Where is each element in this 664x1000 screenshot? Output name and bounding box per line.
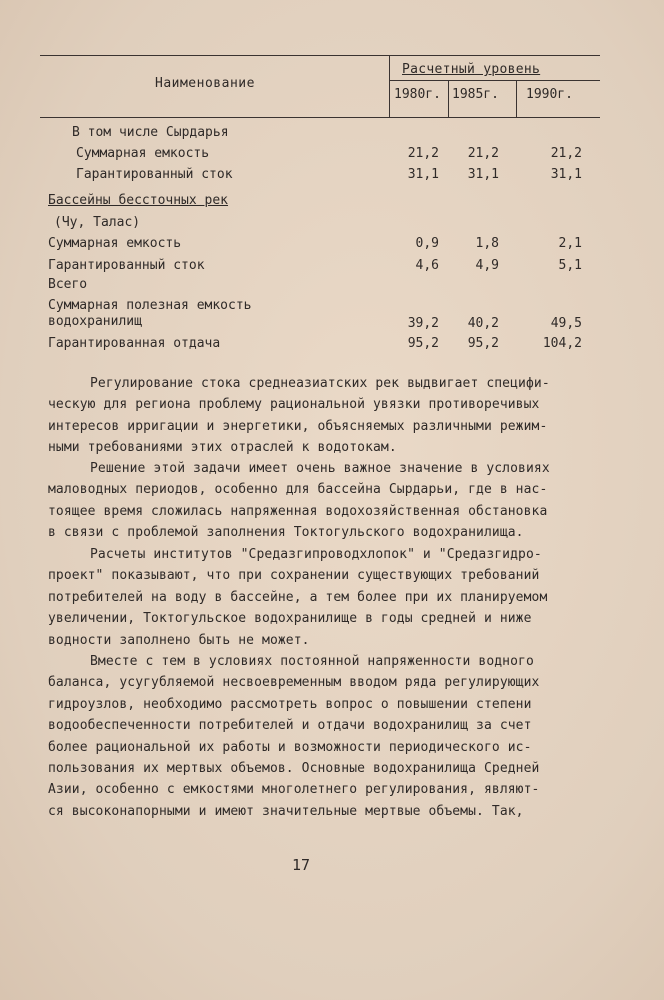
text-line: маловодных периодов, особенно для бассейна Сырдарьи, где в нас-	[48, 482, 548, 498]
text-line: пользования их мертвых объемов. Основные водохранилища Средней	[48, 761, 540, 777]
row-label: Суммарная емкость	[76, 146, 210, 161]
cell-value: 40,2	[467, 316, 499, 331]
cell-value: 95,2	[467, 336, 499, 351]
cell-value: 1,8	[475, 236, 499, 251]
page-number: 17	[292, 856, 311, 874]
row-label: Суммарная полезная емкость	[48, 298, 252, 313]
text-line: проект" показывают, что при сохранении существующих требований	[48, 568, 540, 584]
table-row	[40, 167, 600, 187]
table-row	[40, 146, 600, 166]
cell-value: 4,9	[475, 258, 499, 273]
cell-value: 31,1	[467, 167, 499, 182]
paragraph	[48, 651, 588, 822]
cell-value: 104,2	[542, 336, 582, 351]
column-header-level: Расчетный уровень	[402, 62, 541, 77]
paragraph	[48, 458, 588, 544]
text-line: Азии, особенно с емкостями многолетнего регулирования, являют-	[48, 782, 540, 798]
column-header-year: 1985г.	[452, 87, 499, 102]
row-label: Гарантированный сток	[76, 167, 233, 182]
text-line: ческую для региона проблему рациональной увязки противоречивых	[48, 397, 540, 413]
row-label: В том числе Сырдарья	[72, 125, 229, 140]
cell-value: 31,1	[550, 167, 582, 182]
text-line: баланса, усугубляемой несвоевременным вводом ряда регулирующих	[48, 675, 540, 691]
row-label-section: Бассейны бессточных рек	[48, 193, 229, 208]
row-label: Суммарная емкость	[48, 236, 182, 251]
header-divider	[448, 80, 449, 117]
cell-value: 39,2	[407, 316, 439, 331]
cell-value: 0,9	[415, 236, 439, 251]
text-line: Регулирование стока среднеазиатских рек выдвигает специфи-	[90, 376, 550, 391]
text-line: более рациональной их работы и возможности периодического ис-	[48, 739, 532, 755]
text-line: водности заполнено быть не может.	[48, 632, 310, 648]
table-row	[40, 336, 600, 356]
text-line: Вместе с тем в условиях постоянной напряженности водного	[90, 654, 534, 669]
cell-value: 95,2	[407, 336, 439, 351]
header-group-rule	[389, 80, 600, 81]
column-header-year: 1990г.	[526, 87, 573, 102]
paragraph	[48, 544, 588, 651]
text-line: Расчеты институтов "Средазгипроводхлопок" и "Средазгидро-	[90, 547, 542, 562]
row-label: (Чу, Талас)	[54, 215, 141, 230]
header-divider	[516, 80, 517, 117]
row-label: Гарантированная отдача	[48, 336, 221, 351]
table-row	[40, 125, 600, 145]
row-label: Всего	[48, 277, 88, 292]
table-row	[40, 236, 600, 256]
text-line: потребителей на воду в бассейне, а тем более при их планируемом	[48, 589, 548, 605]
table-top-rule	[40, 55, 600, 56]
table-row	[40, 314, 600, 334]
header-divider	[389, 55, 390, 117]
cell-value: 21,2	[467, 146, 499, 161]
cell-value: 21,2	[407, 146, 439, 161]
cell-value: 31,1	[407, 167, 439, 182]
text-line: в связи с проблемой заполнения Токтогульского водохранилища.	[48, 525, 524, 541]
text-line: интересов ирригации и энергетики, объясняемых различными режим-	[48, 418, 548, 434]
text-line: гидроузлов, необходимо рассмотреть вопрос о повышении степени	[48, 696, 532, 712]
cell-value: 5,1	[558, 258, 582, 273]
header-bottom-rule	[40, 117, 600, 118]
table-row	[40, 215, 600, 235]
column-header-year: 1980г.	[394, 87, 441, 102]
table-row	[40, 258, 600, 278]
cell-value: 4,6	[415, 258, 439, 273]
column-header-name: Наименование	[155, 76, 255, 91]
paragraph	[48, 373, 588, 459]
cell-value: 2,1	[558, 236, 582, 251]
cell-value: 21,2	[550, 146, 582, 161]
text-line: ными требованиями этих отраслей к водотокам.	[48, 440, 397, 456]
row-label: Гарантированный сток	[48, 258, 205, 273]
row-label: водохранилищ	[48, 314, 142, 329]
table-row	[40, 277, 600, 297]
cell-value: 49,5	[550, 316, 582, 331]
text-line: водообеспеченности потребителей и отдачи водохранилищ за счет	[48, 718, 532, 734]
text-line: увеличении, Токтогульское водохранилище в годы средней и ниже	[48, 611, 532, 627]
text-line: тоящее время сложилась напряженная водохозяйственная обстановка	[48, 503, 548, 519]
table-row	[40, 193, 600, 213]
text-line: Решение этой задачи имеет очень важное значение в условиях	[90, 461, 550, 476]
text-line: ся высоконапорными и имеют значительные мертвые объемы. Так,	[48, 803, 524, 819]
